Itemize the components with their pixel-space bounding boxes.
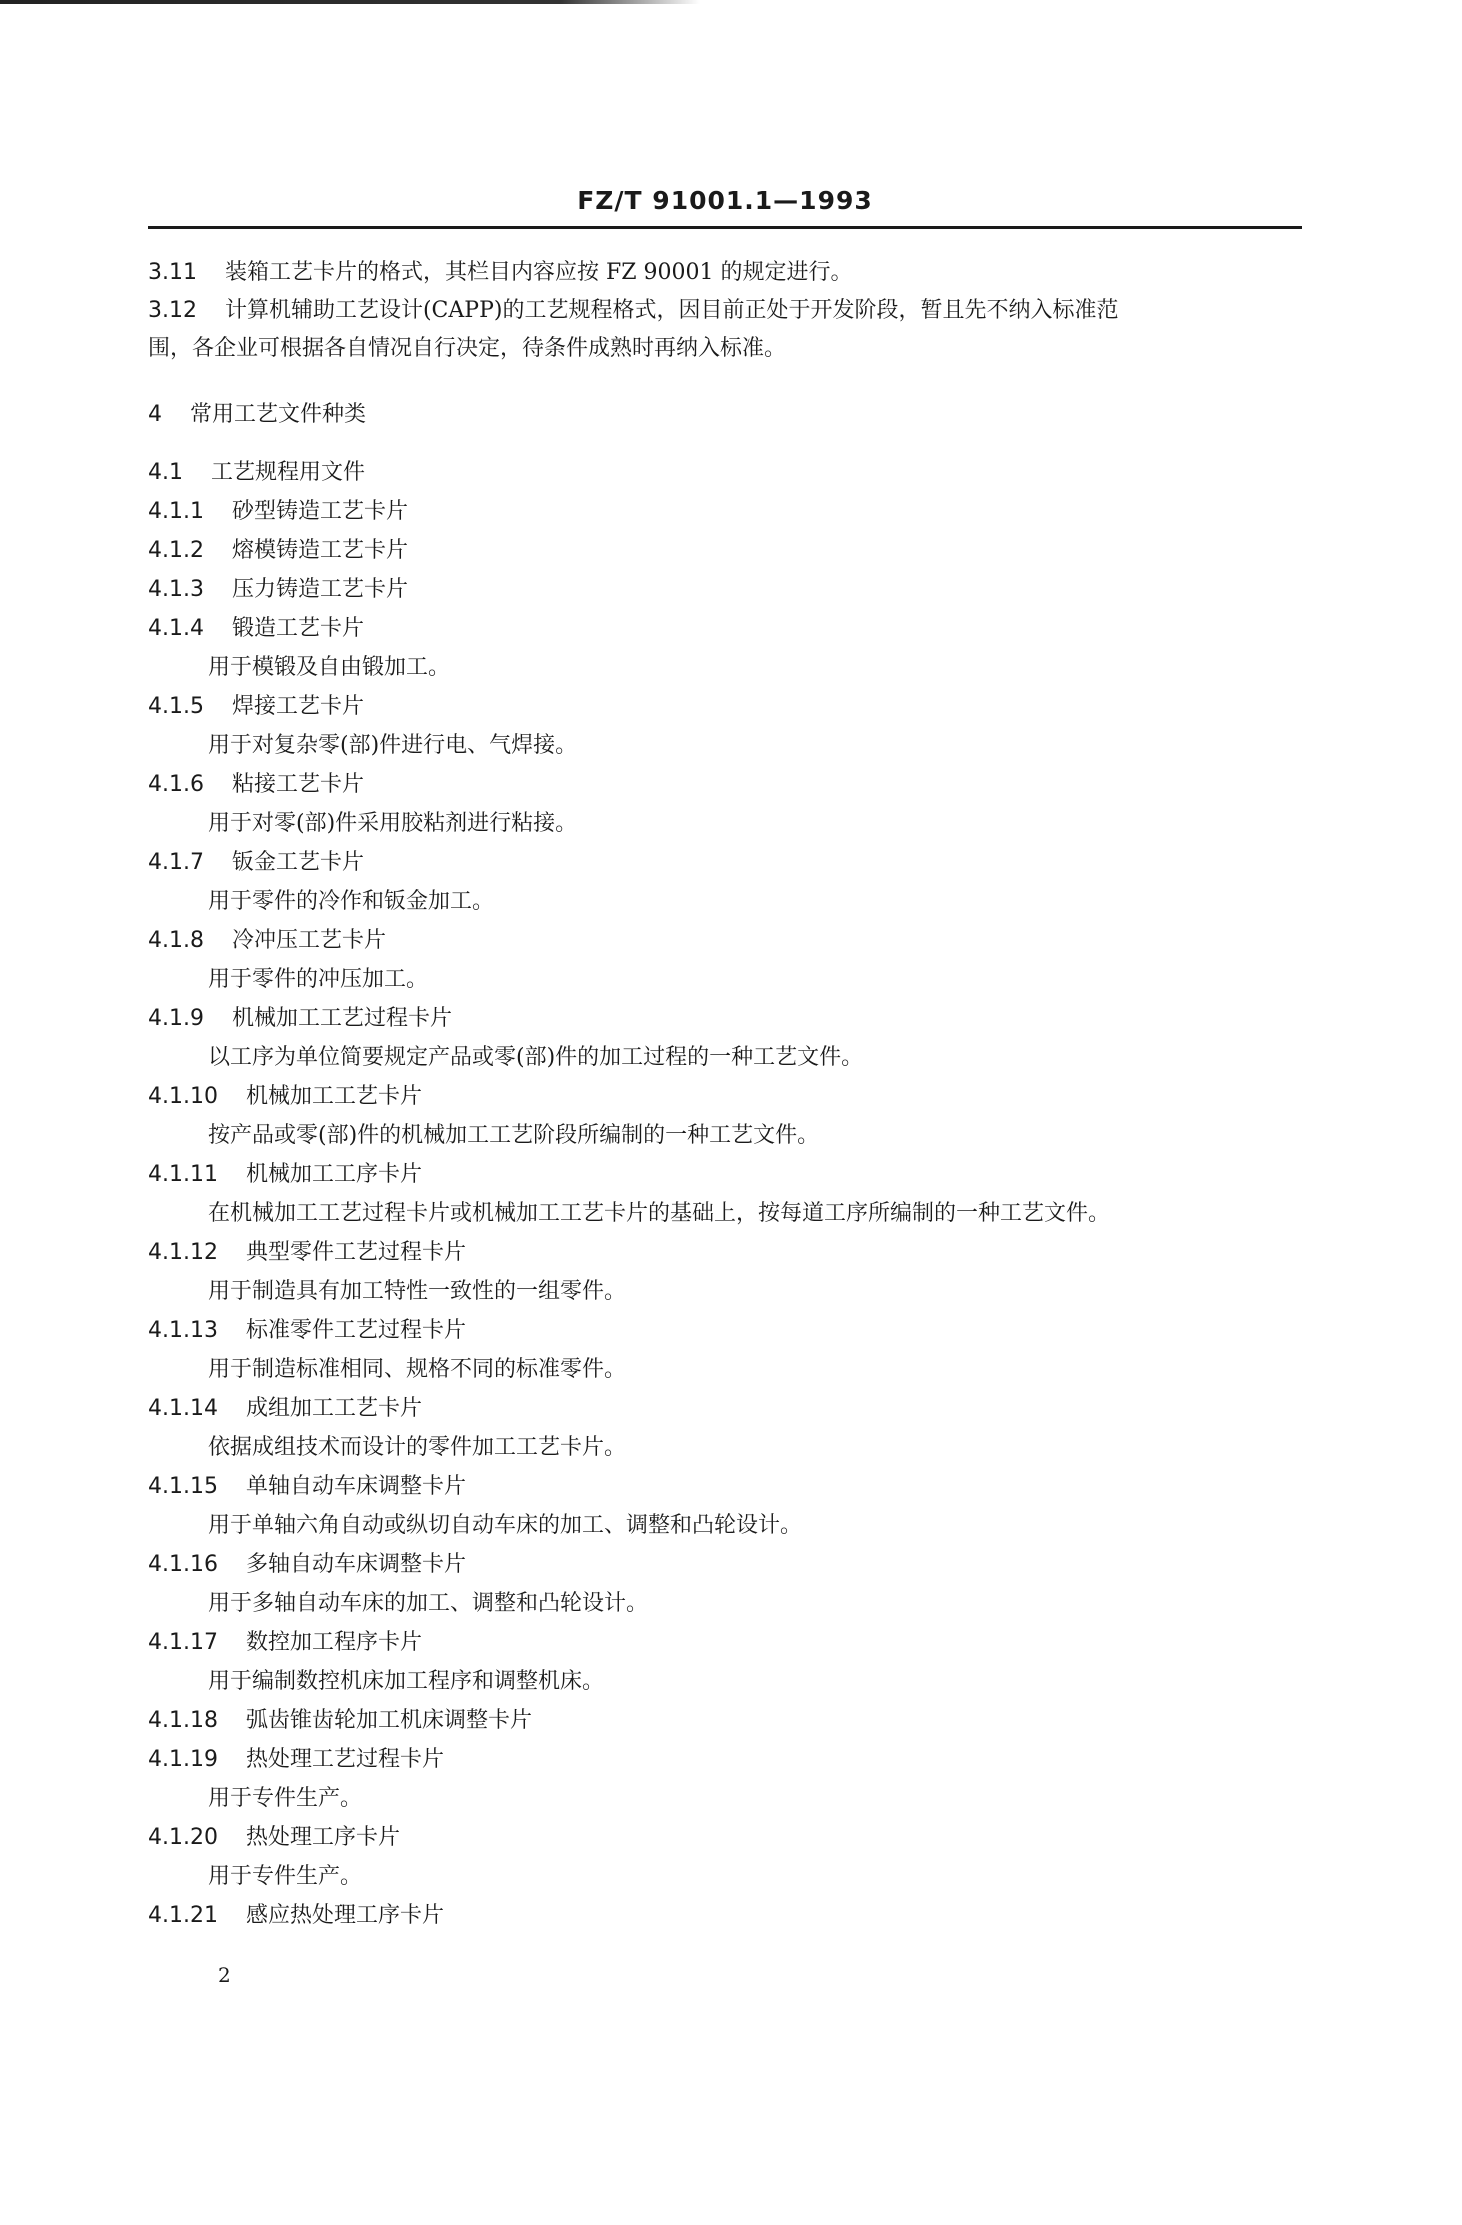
item-4-1-19-desc bbox=[208, 1784, 362, 1814]
clause-number: 4.1 bbox=[148, 460, 183, 485]
item-title: 粘接工艺卡片 bbox=[231, 772, 364, 797]
item-number: 4.1.20 bbox=[148, 1825, 218, 1850]
clause-number: 3.11 bbox=[148, 260, 197, 285]
item-description: 按产品或零(部)件的机械加工工艺阶段所编制的一种工艺文件。 bbox=[208, 1123, 820, 1148]
clause-title: 工艺规程用文件 bbox=[210, 460, 365, 485]
item-4-1-19 bbox=[148, 1745, 444, 1775]
item-title: 成组加工工艺卡片 bbox=[245, 1396, 422, 1421]
item-description: 用于专件生产。 bbox=[208, 1786, 363, 1811]
item-number: 4.1.1 bbox=[148, 499, 204, 524]
item-title: 锻造工艺卡片 bbox=[231, 616, 364, 641]
item-number: 4.1.3 bbox=[148, 577, 204, 602]
item-number: 4.1.10 bbox=[148, 1084, 218, 1109]
item-title: 热处理工序卡片 bbox=[245, 1825, 400, 1850]
item-title: 机械加工工艺卡片 bbox=[245, 1084, 422, 1109]
item-title: 冷冲压工艺卡片 bbox=[231, 928, 386, 953]
item-description: 用于零件的冷作和钣金加工。 bbox=[208, 889, 495, 914]
item-number: 4.1.12 bbox=[148, 1240, 218, 1265]
clause-3-12 bbox=[148, 296, 1118, 326]
item-number: 4.1.17 bbox=[148, 1630, 218, 1655]
item-number: 4.1.14 bbox=[148, 1396, 218, 1421]
item-4-1-7-desc bbox=[208, 887, 494, 917]
item-title: 机械加工工序卡片 bbox=[245, 1162, 422, 1187]
item-4-1-8-desc bbox=[208, 965, 428, 995]
item-description: 用于对复杂零(部)件进行电、气焊接。 bbox=[208, 733, 578, 758]
item-description: 用于模锻及自由锻加工。 bbox=[208, 655, 451, 680]
item-title: 焊接工艺卡片 bbox=[231, 694, 364, 719]
item-4-1-6 bbox=[148, 770, 364, 800]
item-4-1-3 bbox=[148, 575, 408, 605]
item-4-1-9-desc bbox=[208, 1043, 863, 1073]
item-description: 用于对零(部)件采用胶粘剂进行粘接。 bbox=[208, 811, 578, 836]
item-title: 感应热处理工序卡片 bbox=[245, 1903, 444, 1928]
item-description: 用于多轴自动车床的加工、调整和凸轮设计。 bbox=[208, 1591, 649, 1616]
item-number: 4.1.21 bbox=[148, 1903, 218, 1928]
item-4-1-11-desc bbox=[208, 1199, 1110, 1229]
item-number: 4.1.16 bbox=[148, 1552, 218, 1577]
item-4-1-14-desc bbox=[208, 1433, 626, 1463]
item-number: 4.1.11 bbox=[148, 1162, 218, 1187]
item-title: 钣金工艺卡片 bbox=[231, 850, 364, 875]
section-4-heading bbox=[148, 400, 366, 430]
item-number: 4.1.18 bbox=[148, 1708, 218, 1733]
item-4-1-12 bbox=[148, 1238, 466, 1268]
item-description: 用于制造具有加工特性一致性的一组零件。 bbox=[208, 1279, 627, 1304]
item-title: 典型零件工艺过程卡片 bbox=[245, 1240, 466, 1265]
item-4-1-16-desc bbox=[208, 1589, 648, 1619]
item-4-1-13-desc bbox=[208, 1355, 626, 1385]
section-number: 4 bbox=[148, 402, 162, 427]
item-4-1-14 bbox=[148, 1394, 422, 1424]
item-description: 用于专件生产。 bbox=[208, 1864, 363, 1889]
item-description: 以工序为单位简要规定产品或零(部)件的加工过程的一种工艺文件。 bbox=[208, 1045, 864, 1070]
item-number: 4.1.15 bbox=[148, 1474, 218, 1499]
item-number: 4.1.13 bbox=[148, 1318, 218, 1343]
item-title: 砂型铸造工艺卡片 bbox=[231, 499, 408, 524]
item-4-1-11 bbox=[148, 1160, 422, 1190]
item-description: 在机械加工工艺过程卡片或机械加工工艺卡片的基础上，按每道工序所编制的一种工艺文件。 bbox=[208, 1201, 1111, 1226]
item-4-1-15-desc bbox=[208, 1511, 802, 1541]
item-4-1-5 bbox=[148, 692, 364, 722]
item-number: 4.1.19 bbox=[148, 1747, 218, 1772]
item-number: 4.1.6 bbox=[148, 772, 204, 797]
item-description: 依据成组技术而设计的零件加工工艺卡片。 bbox=[208, 1435, 627, 1460]
clause-text: 围，各企业可根据各自情况自行决定，待条件成熟时再纳入标准。 bbox=[148, 336, 787, 361]
item-4-1-20-desc bbox=[208, 1862, 362, 1892]
clause-text: 装箱工艺卡片的格式，其栏目内容应按 FZ 90001 的规定进行。 bbox=[224, 260, 853, 285]
item-4-1-10-desc bbox=[208, 1121, 819, 1151]
clause-3-11 bbox=[148, 258, 853, 288]
item-4-1-15 bbox=[148, 1472, 466, 1502]
item-number: 4.1.2 bbox=[148, 538, 204, 563]
item-4-1-9 bbox=[148, 1004, 452, 1034]
item-title: 熔模铸造工艺卡片 bbox=[231, 538, 408, 563]
page-header bbox=[150, 186, 1300, 226]
item-4-1-1 bbox=[148, 497, 408, 527]
item-4-1-10 bbox=[148, 1082, 422, 1112]
item-4-1-17 bbox=[148, 1628, 422, 1658]
item-4-1-2 bbox=[148, 536, 408, 566]
item-4-1-5-desc bbox=[208, 731, 577, 761]
page-number: 2 bbox=[218, 1963, 231, 1987]
item-title: 数控加工程序卡片 bbox=[245, 1630, 422, 1655]
item-number: 4.1.5 bbox=[148, 694, 204, 719]
item-number: 4.1.4 bbox=[148, 616, 204, 641]
item-number: 4.1.9 bbox=[148, 1006, 204, 1031]
clause-text: 计算机辅助工艺设计(CAPP)的工艺规程格式，因目前正处于开发阶段，暂且先不纳入标准范 bbox=[224, 298, 1119, 323]
section-title: 常用工艺文件种类 bbox=[189, 402, 366, 427]
item-4-1-8 bbox=[148, 926, 386, 956]
clause-number: 3.12 bbox=[148, 298, 197, 323]
item-description: 用于制造标准相同、规格不同的标准零件。 bbox=[208, 1357, 627, 1382]
item-title: 机械加工工艺过程卡片 bbox=[231, 1006, 452, 1031]
item-4-1-4-desc bbox=[208, 653, 450, 683]
item-number: 4.1.7 bbox=[148, 850, 204, 875]
item-4-1-18 bbox=[148, 1706, 532, 1736]
scan-edge-mark bbox=[0, 0, 700, 4]
item-4-1-21 bbox=[148, 1901, 444, 1931]
item-4-1-6-desc bbox=[208, 809, 577, 839]
item-description: 用于零件的冲压加工。 bbox=[208, 967, 429, 992]
clause-3-12-continuation bbox=[148, 334, 786, 364]
item-number: 4.1.8 bbox=[148, 928, 204, 953]
item-4-1-20 bbox=[148, 1823, 400, 1853]
item-title: 压力铸造工艺卡片 bbox=[231, 577, 408, 602]
item-title: 多轴自动车床调整卡片 bbox=[245, 1552, 466, 1577]
item-4-1-13 bbox=[148, 1316, 466, 1346]
item-4-1-7 bbox=[148, 848, 364, 878]
header-rule bbox=[148, 226, 1302, 229]
item-title: 标准零件工艺过程卡片 bbox=[245, 1318, 466, 1343]
item-4-1-17-desc bbox=[208, 1667, 604, 1697]
item-description: 用于编制数控机床加工程序和调整机床。 bbox=[208, 1669, 605, 1694]
item-4-1-12-desc bbox=[208, 1277, 626, 1307]
standard-number: FZ/T 91001.1—1993 bbox=[577, 186, 873, 215]
item-description: 用于单轴六角自动或纵切自动车床的加工、调整和凸轮设计。 bbox=[208, 1513, 803, 1538]
item-title: 热处理工艺过程卡片 bbox=[245, 1747, 444, 1772]
clause-4-1 bbox=[148, 458, 365, 488]
item-4-1-4 bbox=[148, 614, 364, 644]
item-title: 弧齿锥齿轮加工机床调整卡片 bbox=[245, 1708, 532, 1733]
item-title: 单轴自动车床调整卡片 bbox=[245, 1474, 466, 1499]
item-4-1-16 bbox=[148, 1550, 466, 1580]
